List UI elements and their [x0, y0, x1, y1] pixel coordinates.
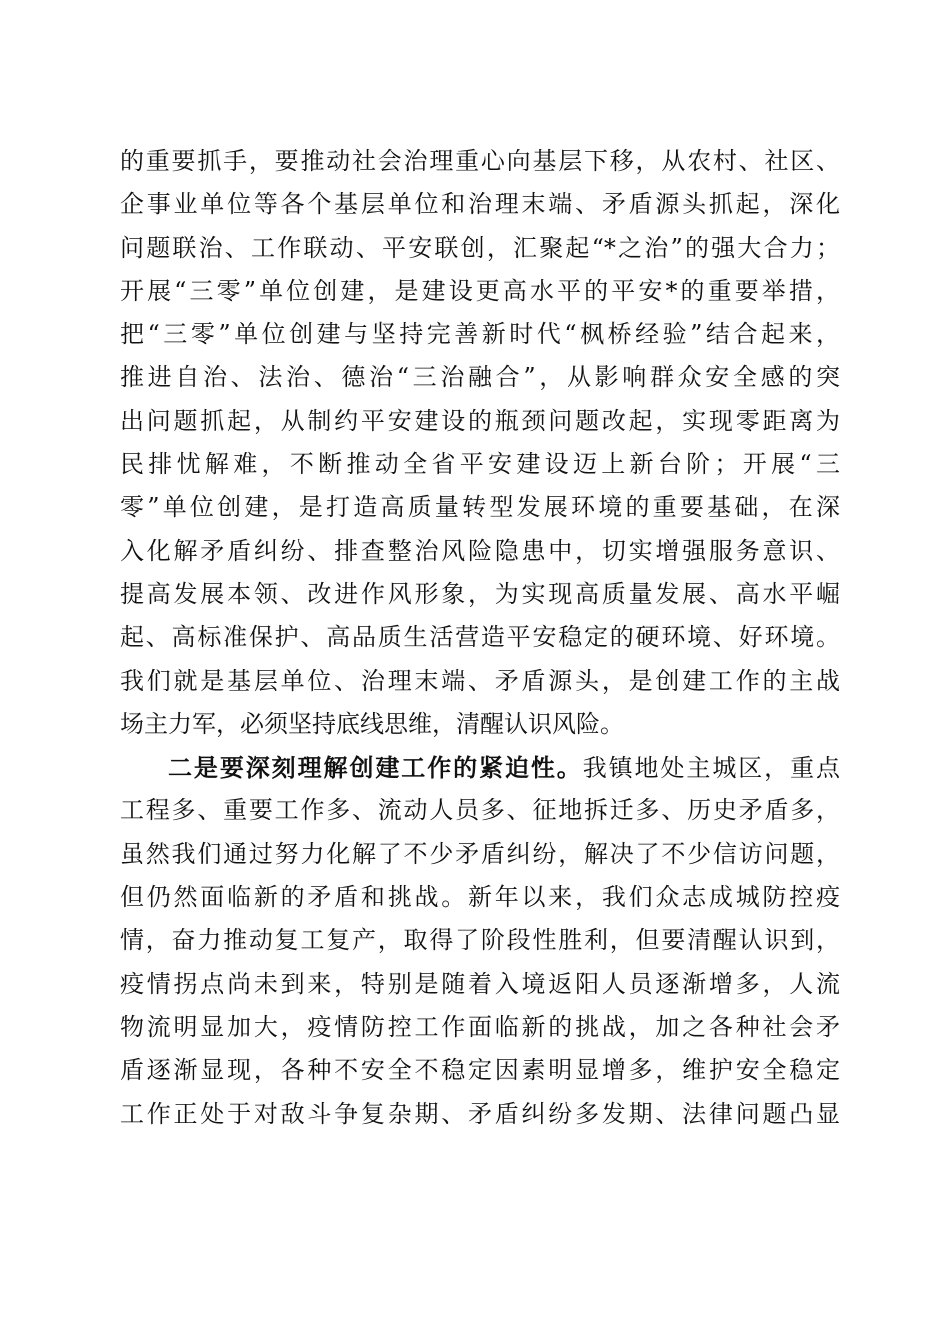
text-line: 提高发展本领、改进作风形象，为实现高质量发展、高水平崛	[120, 579, 840, 608]
text-line: 工作正处于对敌斗争复杂期、矛盾纠纷多发期、法律问题凸显	[120, 1099, 840, 1128]
text-line: 入化解矛盾纠纷、排查整治风险隐患中，切实增强服务意识、	[120, 536, 840, 565]
text-line: 物流明显加大，疫情防控工作面临新的挑战，加之各种社会矛	[120, 1012, 840, 1041]
text-line: 企事业单位等各个基层单位和治理末端、矛盾源头抓起，深化	[120, 190, 840, 219]
text-line: 推进自治、法治、德治“三治融合”，从影响群众安全感的突	[120, 363, 840, 392]
paragraph-2	[120, 746, 840, 1136]
text-line: 但仍然面临新的矛盾和挑战。新年以来，我们众志成城防控疫	[120, 883, 840, 912]
text-line: 我们就是基层单位、治理末端、矛盾源头，是创建工作的主战	[120, 666, 840, 695]
text-line: 场主力军，必须坚持底线思维，清醒认识风险。	[120, 709, 624, 738]
document-body	[120, 140, 840, 1136]
text-line: 零”单位创建，是打造高质量转型发展环境的重要基础，在深	[120, 493, 840, 522]
text-line: 工程多、重要工作多、流动人员多、征地拆迁多、历史矛盾多，	[120, 796, 840, 825]
text-line: 盾逐渐显现，各种不安全不稳定因素明显增多，维护安全稳定	[120, 1056, 840, 1085]
text-line: 出问题抓起，从制约平安建设的瓶颈问题改起，实现零距离为	[120, 406, 840, 435]
paragraph-1	[120, 140, 840, 746]
text-line: 把“三零”单位创建与坚持完善新时代“枫桥经验”结合起来，	[120, 320, 840, 349]
text-line: 虽然我们通过努力化解了不少矛盾纠纷，解决了不少信访问题，	[120, 839, 840, 868]
text-line: 开展“三零”单位创建，是建设更高水平的平安*的重要举措，	[120, 276, 840, 305]
text-run: 我镇地处主城区，重点	[582, 754, 840, 783]
text-line: 起、高标准保护、高品质生活营造平安稳定的硬环境、好环境。	[120, 623, 840, 652]
text-line: 情，奋力推动复工复产，取得了阶段性胜利，但要清醒认识到，	[120, 926, 840, 955]
text-line	[120, 746, 840, 789]
text-line: 问题联治、工作联动、平安联创，汇聚起“*之治”的强大合力；	[120, 233, 840, 262]
text-line: 民排忧解难，不断推动全省平安建设迈上新台阶；开展“三	[120, 450, 840, 479]
text-line: 疫情拐点尚未到来，特别是随着入境返阳人员逐渐增多，人流	[120, 969, 840, 998]
text-line: 的重要抓手，要推动社会治理重心向基层下移，从农村、社区、	[120, 147, 840, 175]
section-heading: 二是要深刻理解创建工作的紧迫性。	[168, 753, 583, 783]
